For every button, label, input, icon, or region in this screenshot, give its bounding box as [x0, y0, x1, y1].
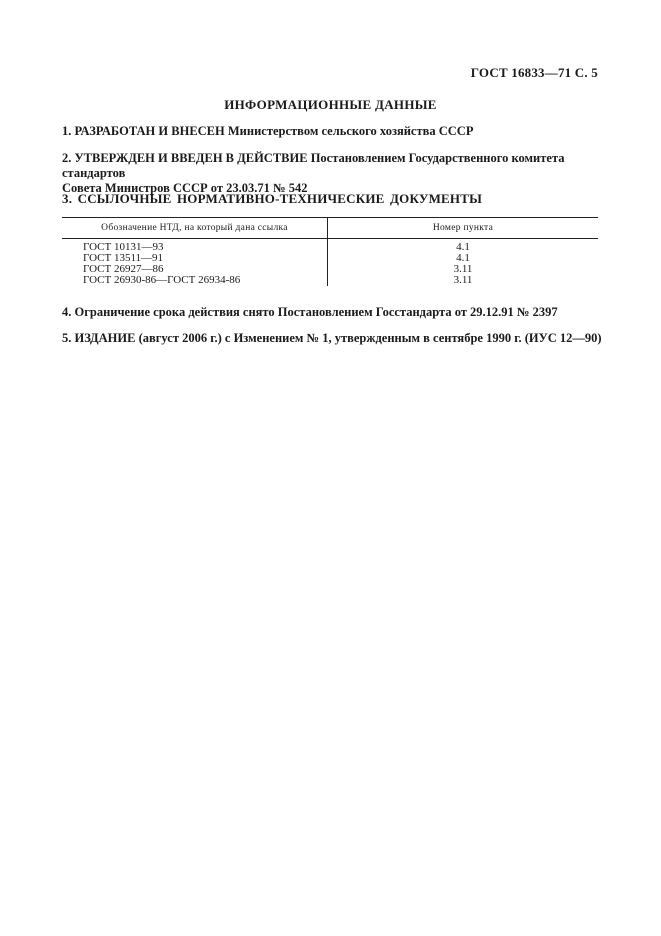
reference-documents-table: [62, 217, 598, 286]
cell-doc: ГОСТ 13511—91: [62, 253, 328, 264]
info-item-4: 4. Ограничение срока действия снято Постановлением Госстандарта от 29.12.91 № 2397: [62, 305, 558, 319]
page-header-ref: ГОСТ 16833—71 С. 5: [470, 65, 598, 80]
table-row: [62, 239, 598, 254]
info-item-5: 5. ИЗДАНИЕ (август 2006 г.) с Изменением № 1, утвержденным в сентябре 1990 г. (ИУС 12—90): [62, 331, 602, 345]
info-item-1-lead: 1. РАЗРАБОТАН И ВНЕСЕН: [62, 124, 225, 138]
info-item-2: [62, 151, 607, 196]
info-item-1: [62, 124, 607, 139]
cell-num: 3.11: [453, 263, 473, 275]
cell-num: 4.1: [456, 241, 470, 253]
header-clause-number: Номер пункта: [328, 218, 599, 239]
document-title: ИНФОРМАЦИОННЫЕ ДАННЫЕ: [224, 97, 437, 112]
info-item-2-line2: Совета Министров СССР от 23.03.71 № 542: [62, 181, 308, 195]
header-doc-designation: Обозначение НТД, на который дана ссылка: [62, 218, 328, 239]
cell-doc: ГОСТ 26930-86—ГОСТ 26934-86: [62, 275, 328, 286]
info-item-3: 3. ССЫЛОЧНЫЕ НОРМАТИВНО-ТЕХНИЧЕСКИЕ ДОКУМЕНТЫ: [62, 191, 483, 206]
cell-num: 4.1: [456, 252, 470, 264]
info-item-2-text: Постановлением Государственного комитета стандартов: [62, 151, 565, 180]
cell-num: 3.11: [453, 274, 473, 286]
info-item-2-lead: 2. УТВЕРЖДЕН И ВВЕДЕН В ДЕЙСТВИЕ: [62, 151, 308, 165]
info-item-1-text: Министерством сельского хозяйства СССР: [224, 124, 474, 138]
cell-doc: ГОСТ 26927—86: [62, 264, 328, 275]
table-row: [62, 275, 598, 286]
cell-doc: ГОСТ 10131—93: [62, 239, 328, 254]
table-header-row: [62, 218, 598, 239]
